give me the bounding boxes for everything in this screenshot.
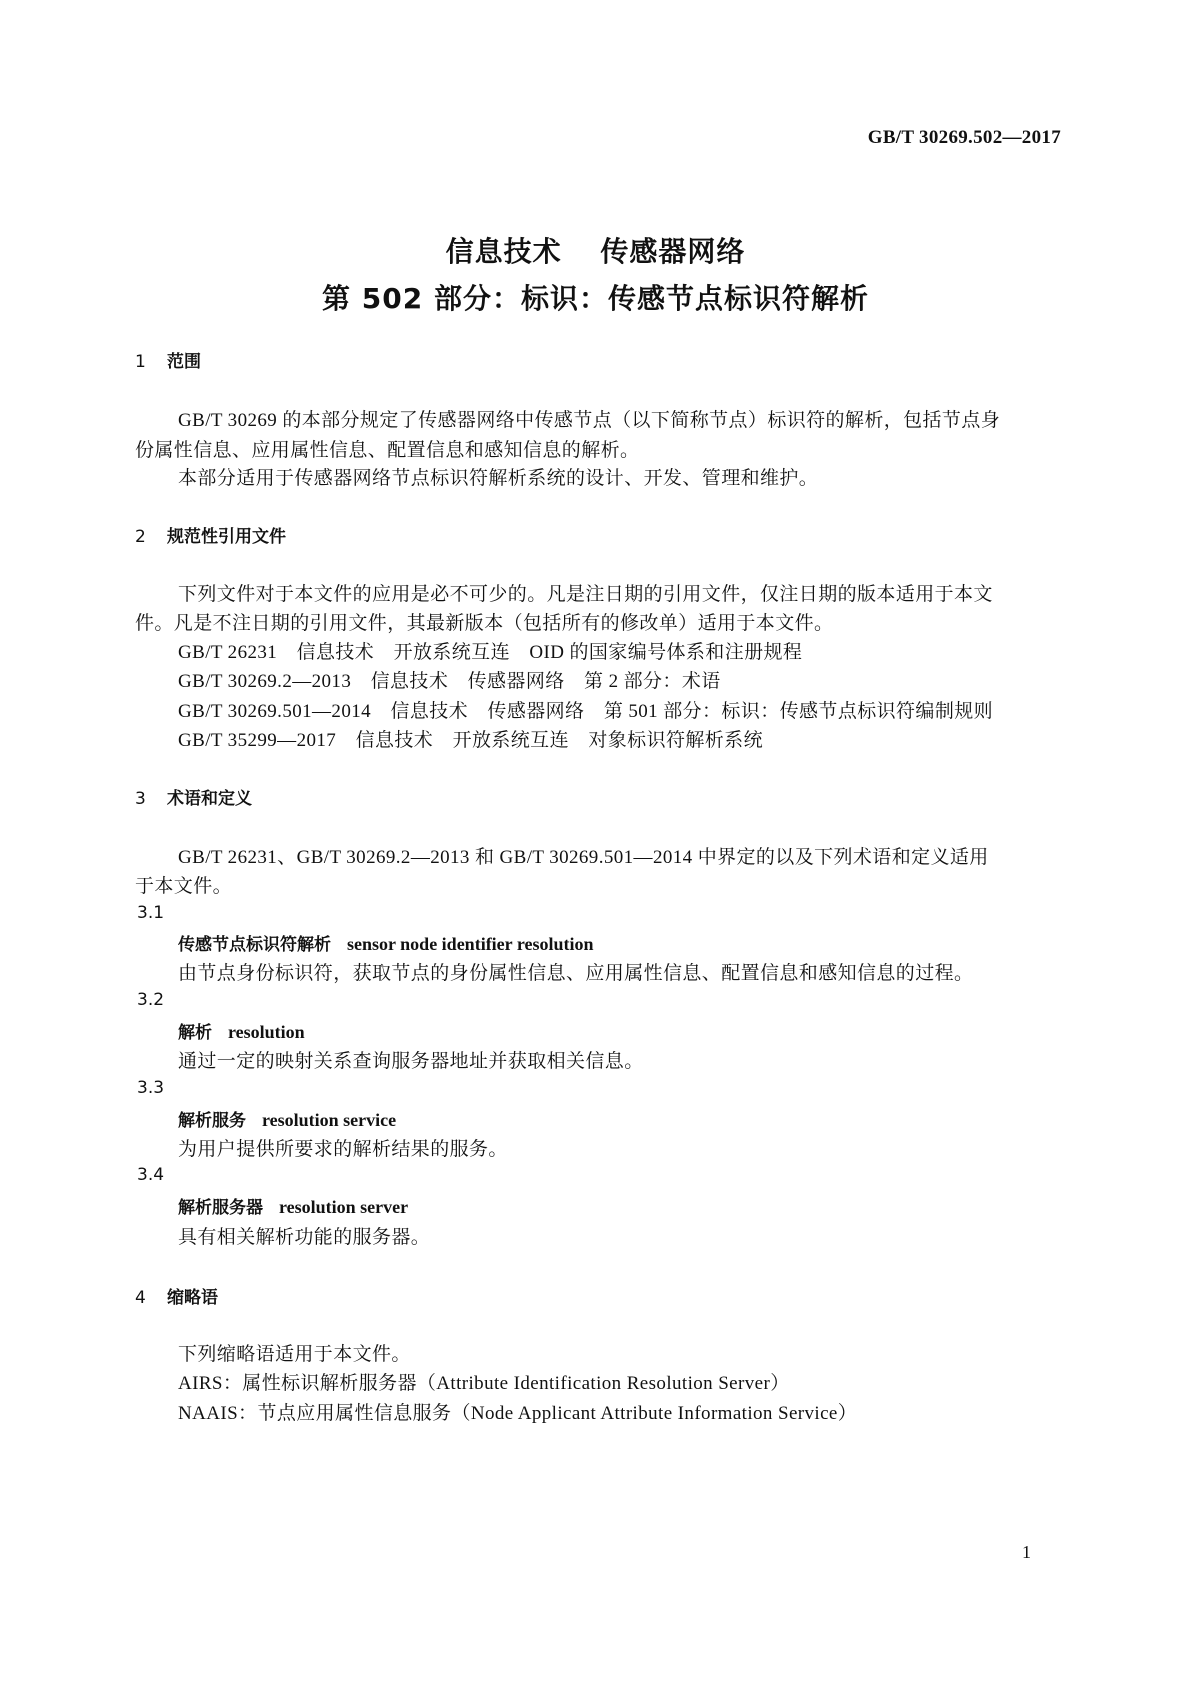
section-2-heading	[135, 522, 286, 547]
section-number: 3	[135, 789, 146, 809]
term-en: resolution server	[279, 1197, 409, 1217]
normative-reference: GB/T 35299—2017 信息技术 开放系统互连 对象标识符解析系统	[178, 730, 763, 751]
term-zh: 解析服务	[178, 1111, 246, 1131]
term-number: 3.2	[137, 990, 165, 1010]
term-en: resolution service	[262, 1110, 397, 1130]
standard-code-header: GB/T 30269.502—2017	[867, 127, 1061, 148]
normative-reference: GB/T 30269.501—2014 信息技术 传感器网络 第 501 部分：标识：传感节点标识符编制规则	[178, 701, 994, 722]
paragraph-line: 下列缩略语适用于本文件。	[178, 1344, 411, 1365]
section-number: 2	[135, 527, 146, 547]
paragraph-line: 份属性信息、应用属性信息、配置信息和感知信息的解析。	[135, 440, 640, 461]
term-en: sensor node identifier resolution	[347, 934, 594, 954]
normative-reference: GB/T 26231 信息技术 开放系统互连 OID 的国家编号体系和注册规程	[178, 642, 803, 663]
paragraph-line: 于本文件。	[135, 876, 233, 897]
paragraph-line: 件。凡是不注日期的引用文件，其最新版本（包括所有的修改单）适用于本文件。	[135, 613, 834, 634]
term-number: 3.4	[137, 1165, 165, 1185]
document-title-line-2: 第 502 部分：标识：传感节点标识符解析	[322, 282, 869, 315]
section-4-heading	[135, 1283, 218, 1308]
paragraph-line: GB/T 26231、GB/T 30269.2—2013 和 GB/T 30269.501—2014 中界定的以及下列术语和定义适用	[178, 847, 989, 868]
term-number: 3.3	[137, 1078, 165, 1098]
term-definition: 为用户提供所要求的解析结果的服务。	[178, 1139, 508, 1160]
term-en: resolution	[228, 1022, 305, 1042]
abbreviation-entry: AIRS：属性标识解析服务器（Attribute Identification Resolution Server）	[178, 1373, 790, 1394]
term-definition: 由节点身份标识符，获取节点的身份属性信息、应用属性信息、配置信息和感知信息的过程。	[178, 963, 974, 984]
page-number: 1	[1022, 1542, 1031, 1562]
abbreviation-entry: NAAIS：节点应用属性信息服务（Node Applicant Attribute Information Service）	[178, 1403, 858, 1424]
term-heading	[178, 930, 594, 955]
section-title: 缩略语	[167, 1288, 218, 1308]
term-heading	[178, 1018, 305, 1043]
document-title-line-1: 信息技术 传感器网络	[445, 235, 746, 268]
section-number: 4	[135, 1288, 146, 1308]
term-number: 3.1	[137, 903, 165, 923]
section-number: 1	[135, 352, 146, 372]
normative-reference: GB/T 30269.2—2013 信息技术 传感器网络 第 2 部分：术语	[178, 671, 721, 692]
term-definition: 具有相关解析功能的服务器。	[178, 1227, 431, 1248]
term-heading	[178, 1193, 408, 1218]
term-definition: 通过一定的映射关系查询服务器地址并获取相关信息。	[178, 1051, 644, 1072]
term-heading	[178, 1106, 396, 1131]
term-zh: 解析服务器	[178, 1198, 263, 1218]
paragraph-line: 下列文件对于本文件的应用是必不可少的。凡是注日期的引用文件，仅注日期的版本适用于本文	[178, 584, 993, 605]
section-3-heading	[135, 784, 252, 809]
paragraph-line: 本部分适用于传感器网络节点标识符解析系统的设计、开发、管理和维护。	[178, 468, 819, 489]
section-1-heading	[135, 347, 201, 372]
term-zh: 解析	[178, 1023, 212, 1043]
section-title: 范围	[167, 352, 201, 372]
paragraph-line: GB/T 30269 的本部分规定了传感器网络中传感节点（以下简称节点）标识符的解析，包括节点身	[178, 410, 1001, 431]
section-title: 规范性引用文件	[167, 527, 286, 547]
term-zh: 传感节点标识符解析	[178, 935, 331, 955]
section-title: 术语和定义	[167, 789, 252, 809]
